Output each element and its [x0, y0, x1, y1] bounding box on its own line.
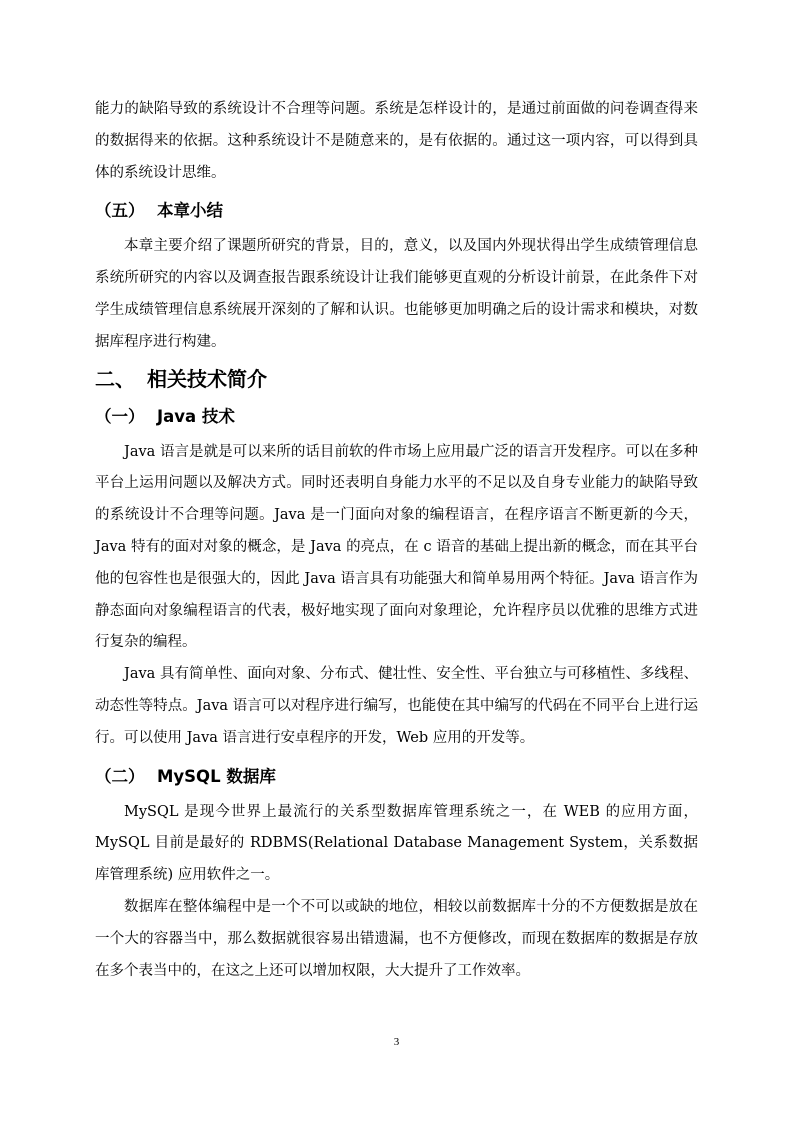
- heading-chapter-summary: [95, 197, 698, 225]
- heading-number: （一）: [95, 406, 145, 426]
- heading-title: MySQL 数据库: [157, 766, 276, 786]
- heading-title: 本章小结: [157, 201, 223, 221]
- heading-title: 相关技术简介: [147, 366, 267, 391]
- paragraph-database: 数据库在整体编程中是一个不可以或缺的地位，相较以前数据库十分的不方便数据是放在一个大的容器当中，那么数据就很容易出错遗漏，也不方便修改，而现在数据库的数据是存放在多个表当中的，在这之上还可以增加权限，大大提升了工作效率。: [95, 898, 698, 979]
- page-number: 3: [393, 1036, 400, 1048]
- paragraph-mysql-intro: MySQL 是现今世界上最流行的关系型数据库管理系统之一，在 WEB 的应用方面，MySQL 目前是最好的 RDBMS(Relational Database Management System，关系数据库管理系统) 应用软件之一。: [95, 803, 698, 884]
- paragraph-java-intro: Java 语言是就是可以来所的话目前软的件市场上应用最广泛的语言开发程序。可以在多种平台上运用问题以及解决方式。同时还表明自身能力水平的不足以及自身专业能力的缺陷导致的系统设计不合理等问题。Java 是一门面向对象的编程语言，在程序语言不断更新的今天，Java 特有的面对对象的概念，是 Java 的亮点，在 c 语音的基础上提出新的概念，而在其平台他的包容性也是很强大的，因此 Java 语言具有功能强大和简单易用两个特征。Java 语言作为静态面向对象编程语言的代表，极好地实现了面向对象理论，允许程序员以优雅的思维方式进行复杂的编程。: [95, 443, 698, 651]
- paragraph-java-features: Java 具有简单性、面向对象、分布式、健壮性、安全性、平台独立与可移植性、多线程、动态性等特点。Java 语言可以对程序进行编写，也能使在其中编写的代码在不同平台上进行运行。可以使用 Java 语言进行安卓程序的开发，Web 应用的开发等。: [95, 666, 698, 746]
- heading-number: 二、: [95, 366, 135, 391]
- heading-mysql: [95, 763, 698, 791]
- heading-title: Java 技术: [157, 406, 235, 426]
- heading-number: （二）: [95, 766, 145, 786]
- heading-chapter-2: [95, 363, 698, 395]
- paragraph-continued: 能力的缺陷导致的系统设计不合理等问题。系统是怎样设计的，是通过前面做的问卷调查得来的数据得来的依据。这种系统设计不是随意来的，是有依据的。通过这一项内容，可以得到具体的系统设计思维。: [95, 101, 698, 181]
- heading-java: [95, 403, 698, 431]
- heading-number: （五）: [95, 201, 145, 221]
- page-content: [95, 94, 698, 987]
- paragraph-summary: 本章主要介绍了课题所研究的背景，目的，意义，以及国内外现状得出学生成绩管理信息系统所研究的内容以及调查报告跟系统设计让我们能够更直观的分析设计前景，在此条件下对学生成绩管理信息系统展开深刻的了解和认识。也能够更加明确之后的设计需求和模块，对数据库程序进行构建。: [95, 238, 698, 350]
